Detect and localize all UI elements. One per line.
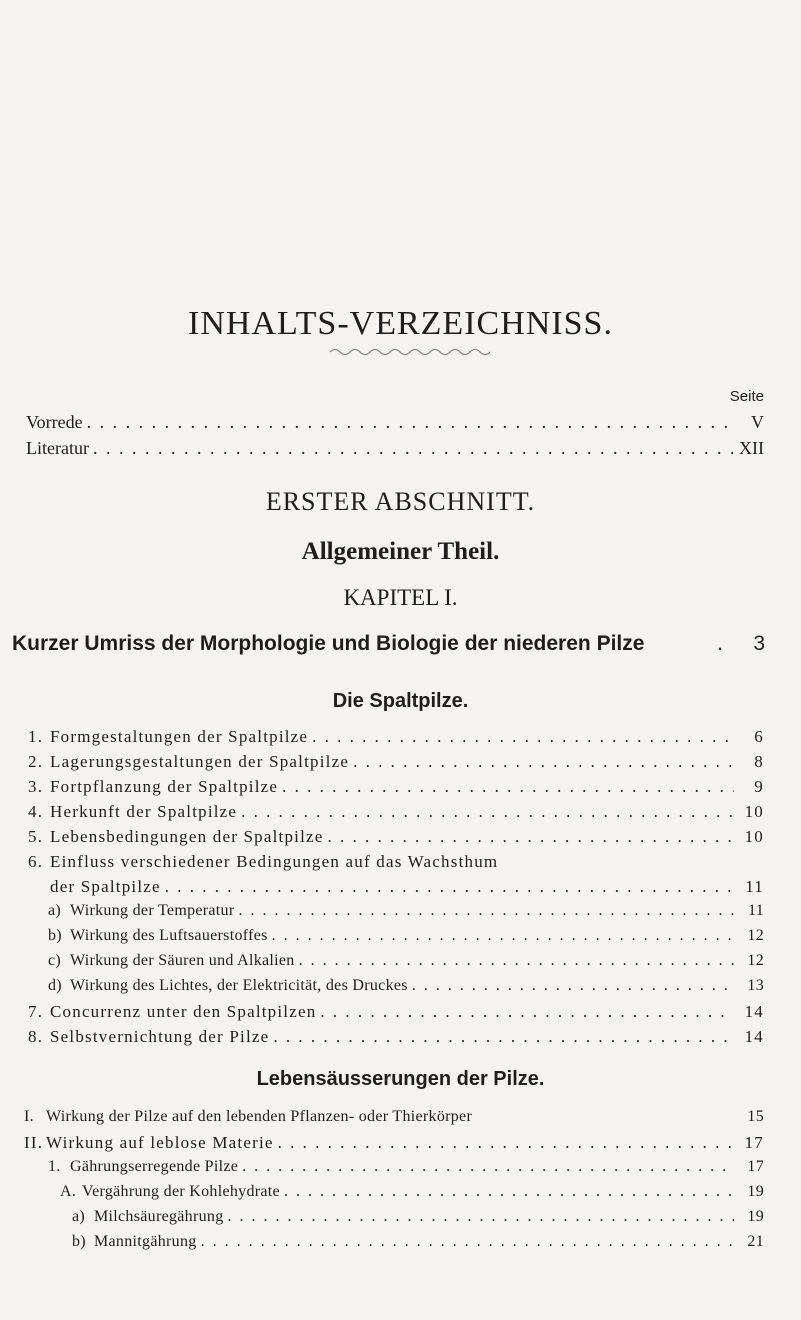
toc-entry-label: Vorrede bbox=[26, 412, 83, 432]
toc-entry[interactable] bbox=[50, 877, 764, 897]
toc-entry-vorrede[interactable] bbox=[26, 412, 764, 433]
dot-leader bbox=[242, 1158, 734, 1176]
toc-entry[interactable] bbox=[28, 827, 764, 847]
toc-entry-page: 3 bbox=[753, 632, 765, 655]
toc-entry[interactable] bbox=[28, 802, 764, 822]
toc-entry-page: 12 bbox=[747, 927, 764, 944]
toc-entry[interactable] bbox=[60, 1183, 764, 1201]
toc-entry-label: Gährungserregende Pilze bbox=[70, 1158, 239, 1175]
toc-entry-page: 15 bbox=[747, 1108, 764, 1125]
chapter-title: Kurzer Umriss der Morphologie und Biologie der niederen Pilze bbox=[12, 632, 645, 655]
toc-entry[interactable] bbox=[28, 727, 764, 747]
toc-entry[interactable] bbox=[28, 777, 764, 797]
dot-leader bbox=[93, 438, 733, 459]
dot-leader bbox=[320, 1002, 734, 1022]
toc-entry-label: Wirkung des Lichtes, der Elektricität, des Druckes bbox=[70, 977, 408, 994]
toc-entry-label: Literatur bbox=[26, 438, 89, 458]
toc-entry-number: 2. bbox=[28, 752, 44, 771]
toc-entry-number: b) bbox=[48, 927, 62, 944]
dot-leader bbox=[412, 977, 734, 995]
toc-entry-label: Selbstvernichtung der Pilze bbox=[50, 1027, 270, 1046]
chapter-heading: KAPITEL I. bbox=[343, 585, 458, 610]
toc-entry[interactable] bbox=[28, 1027, 764, 1047]
dot-leader bbox=[273, 1027, 734, 1047]
toc-entry-number: 4. bbox=[28, 802, 44, 821]
page-title: INHALTS-VERZEICHNISS. bbox=[188, 305, 613, 342]
section-heading: ERSTER ABSCHNITT. bbox=[265, 487, 536, 516]
toc-entry-number: I. bbox=[24, 1108, 34, 1125]
toc-entry-label: Wirkung der Temperatur bbox=[70, 902, 235, 919]
toc-entry-number: d) bbox=[48, 977, 62, 994]
toc-entry[interactable] bbox=[48, 952, 764, 970]
toc-entry-chapter-1[interactable] bbox=[12, 632, 765, 656]
toc-entry-label: Vergährung der Kohlehydrate bbox=[82, 1183, 280, 1200]
dot-leader bbox=[272, 927, 734, 945]
toc-entry-page: 13 bbox=[747, 977, 764, 994]
toc-entry[interactable] bbox=[48, 977, 764, 995]
toc-entry-label: Einfluss verschiedener Bedingungen auf das Wachsthum bbox=[50, 852, 499, 871]
toc-entry-page: V bbox=[751, 412, 764, 432]
toc-entry[interactable] bbox=[24, 1108, 764, 1126]
toc-entry-page: 11 bbox=[747, 902, 764, 919]
toc-entry-number: A. bbox=[60, 1183, 77, 1200]
toc-entry[interactable] bbox=[28, 852, 764, 872]
subsection-heading: Lebensäusserungen der Pilze. bbox=[256, 1068, 545, 1090]
toc-entry-label: Fortpflanzung der Spaltpilze bbox=[50, 777, 279, 796]
toc-entry[interactable] bbox=[28, 752, 764, 772]
toc-entry[interactable] bbox=[72, 1233, 764, 1251]
toc-entry-label: Wirkung auf leblose Materie bbox=[46, 1133, 274, 1152]
toc-entry-label: Concurrenz unter den Spaltpilzen bbox=[50, 1002, 317, 1021]
toc-entry-label: Wirkung des Luftsauerstoffes bbox=[70, 927, 268, 944]
toc-entry-page: 10 bbox=[744, 827, 764, 846]
toc-entry[interactable] bbox=[72, 1208, 764, 1226]
toc-entry-number: a) bbox=[72, 1208, 86, 1225]
dot-leader: . bbox=[717, 632, 723, 655]
part-heading: Allgemeiner Theil. bbox=[301, 538, 500, 565]
toc-entry-page: 10 bbox=[744, 802, 764, 821]
toc-entry-number: II. bbox=[24, 1133, 44, 1152]
toc-entry-number: 8. bbox=[28, 1027, 44, 1046]
toc-entry-page: XII bbox=[739, 438, 764, 458]
toc-entry-label: Lagerungsgestaltungen der Spaltpilze bbox=[50, 752, 350, 771]
dot-leader bbox=[284, 1183, 734, 1201]
dot-leader bbox=[299, 952, 734, 970]
toc-entry-number: 3. bbox=[28, 777, 44, 796]
toc-entry-number: a) bbox=[48, 902, 62, 919]
toc-entry-number: b) bbox=[72, 1233, 86, 1250]
toc-entry-page: 17 bbox=[744, 1133, 764, 1152]
toc-entry-page: 9 bbox=[754, 777, 764, 796]
toc-entry-page: 6 bbox=[754, 727, 764, 746]
toc-entry[interactable] bbox=[24, 1133, 764, 1153]
dot-leader bbox=[201, 1233, 734, 1251]
toc-entry-number: 7. bbox=[28, 1002, 44, 1021]
toc-entry-label: Wirkung der Säuren und Alkalien bbox=[70, 952, 295, 969]
subsection-heading: Die Spaltpilze. bbox=[332, 690, 469, 712]
dot-leader bbox=[241, 802, 734, 822]
toc-entry-label: Herkunft der Spaltpilze bbox=[50, 802, 238, 821]
toc-entry-number: 1. bbox=[48, 1158, 61, 1175]
toc-entry-literatur[interactable] bbox=[26, 438, 764, 459]
toc-entry-page: 11 bbox=[745, 877, 764, 896]
toc-entry-label: der Spaltpilze bbox=[50, 877, 161, 896]
toc-entry-page: 8 bbox=[754, 752, 764, 771]
dot-leader bbox=[238, 902, 734, 920]
toc-entry-label: Milchsäuregährung bbox=[94, 1208, 224, 1225]
toc-entry-number: 1. bbox=[28, 727, 44, 746]
toc-entry-page: 14 bbox=[744, 1027, 764, 1046]
decorative-rule bbox=[330, 347, 490, 357]
toc-entry-page: 19 bbox=[747, 1208, 764, 1225]
toc-entry-number: 5. bbox=[28, 827, 44, 846]
toc-entry[interactable] bbox=[48, 927, 764, 945]
toc-entry-page: 17 bbox=[747, 1158, 764, 1175]
toc-entry-label: Wirkung der Pilze auf den lebenden Pflanzen- oder Thierkörper bbox=[46, 1108, 473, 1125]
toc-entry-page: 14 bbox=[744, 1002, 764, 1021]
dot-leader bbox=[312, 727, 734, 747]
toc-entry[interactable] bbox=[48, 1158, 764, 1176]
toc-entry-label: Formgestaltungen der Spaltpilze bbox=[50, 727, 309, 746]
toc-entry-page: 12 bbox=[747, 952, 764, 969]
toc-entry-page: 19 bbox=[747, 1183, 764, 1200]
toc-entry-page: 21 bbox=[747, 1233, 764, 1250]
dot-leader bbox=[278, 1133, 734, 1153]
dot-leader bbox=[353, 752, 734, 772]
toc-entry-label: Mannitgährung bbox=[94, 1233, 197, 1250]
toc-entry-number: c) bbox=[48, 952, 62, 969]
dot-leader bbox=[165, 877, 734, 897]
toc-entry[interactable] bbox=[28, 1002, 764, 1022]
toc-entry-number: 6. bbox=[28, 852, 44, 871]
page-column-label: Seite bbox=[729, 388, 764, 405]
dot-leader bbox=[228, 1208, 734, 1226]
toc-entry[interactable] bbox=[48, 902, 764, 920]
dot-leader bbox=[282, 777, 734, 797]
dot-leader bbox=[87, 412, 734, 433]
dot-leader bbox=[328, 827, 735, 847]
toc-entry-label: Lebensbedingungen der Spaltpilze bbox=[50, 827, 324, 846]
